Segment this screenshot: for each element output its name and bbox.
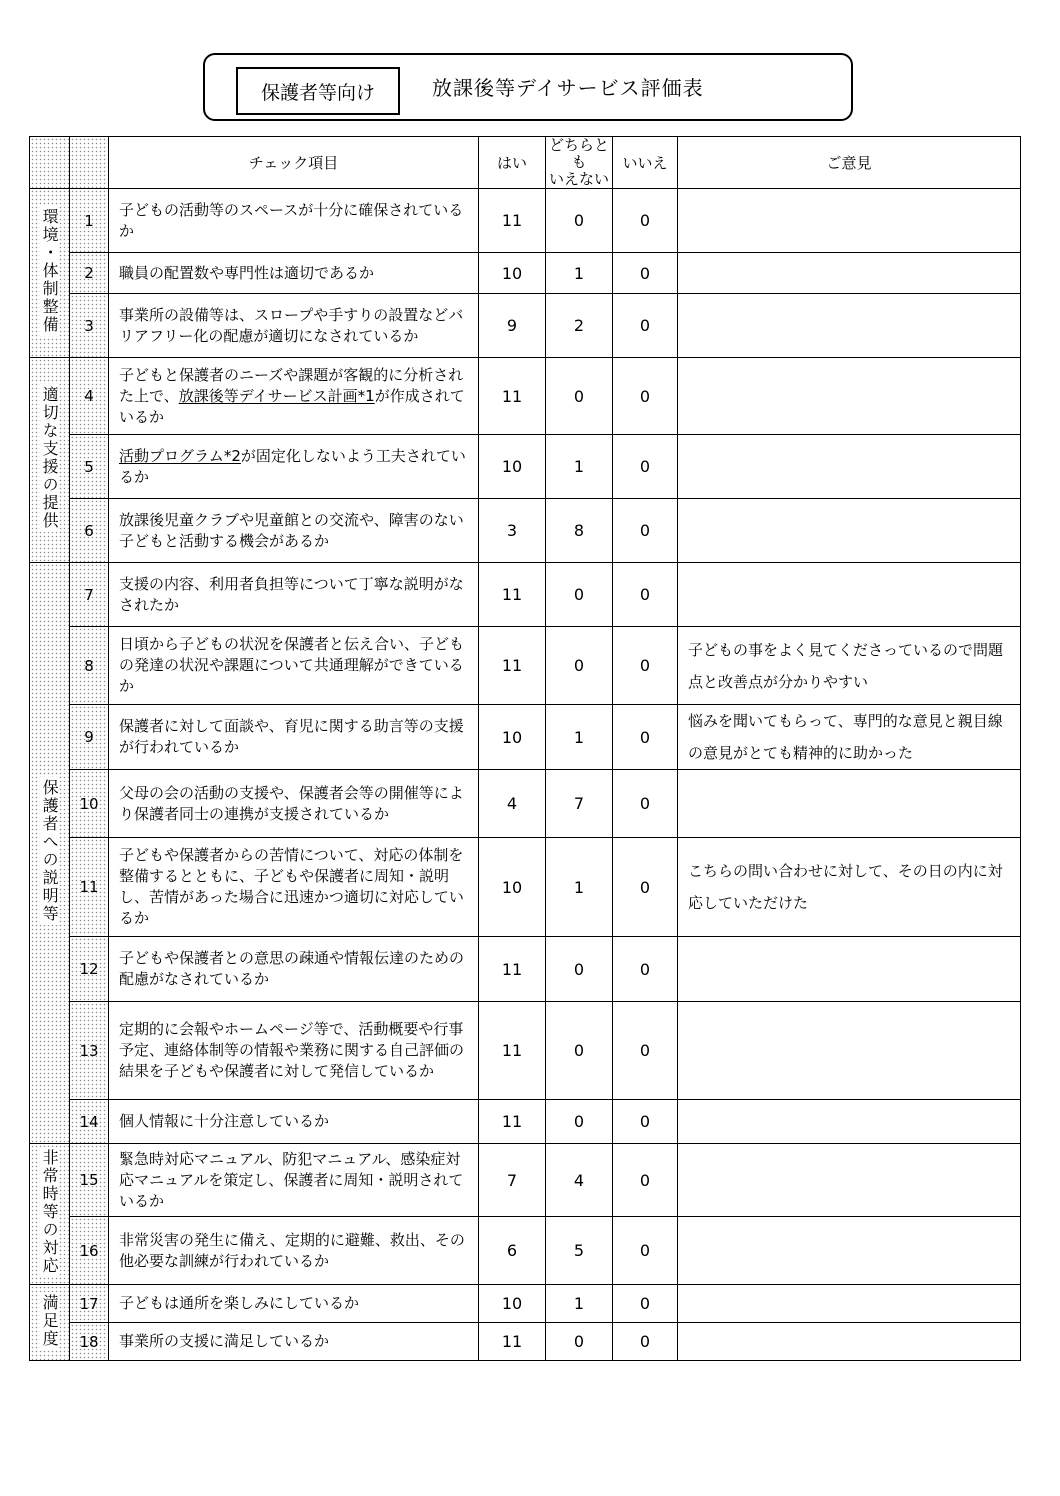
check-item-underlined-term: 放課後等デイサービス計画*1 — [178, 386, 375, 405]
yes-count: 9 — [479, 294, 546, 358]
category-label: 適切な支援の提供 — [40, 386, 60, 530]
check-item-cell — [109, 1002, 479, 1100]
no-count: 0 — [613, 499, 678, 563]
table-row — [30, 770, 1021, 838]
table-body — [30, 189, 1021, 1361]
no-count: 0 — [613, 563, 678, 627]
check-item-cell — [109, 358, 479, 435]
no-count: 0 — [613, 189, 678, 253]
yes-count: 10 — [479, 838, 546, 937]
neither-count: 4 — [546, 1144, 613, 1217]
check-item-text: 保護者に対して面談や、育児に関する助言等の支援が行われているか — [119, 717, 464, 756]
column-header-item: チェック項目 — [109, 137, 479, 189]
check-item-cell — [109, 1100, 479, 1144]
check-item-text: が作成されているか — [119, 386, 465, 426]
table-row — [30, 294, 1021, 358]
no-count: 0 — [613, 705, 678, 770]
audience-label: 保護者等向け — [236, 67, 400, 115]
opinion-cell — [678, 189, 1021, 253]
check-item-text: 事業所の支援に満足しているか — [119, 1332, 330, 1350]
check-item-cell — [109, 563, 479, 627]
check-item-cell — [109, 1285, 479, 1323]
neither-count: 0 — [546, 627, 613, 705]
table-row — [30, 253, 1021, 294]
row-number: 6 — [70, 499, 109, 563]
table-row — [30, 627, 1021, 705]
check-item-text: 緊急時対応マニュアル、防犯マニュアル、感染症対応マニュアルを策定し、保護者に周知・説明されているか — [119, 1149, 464, 1210]
table-row — [30, 1323, 1021, 1361]
table-row — [30, 1217, 1021, 1285]
neither-count: 0 — [546, 1100, 613, 1144]
category-cell — [30, 189, 70, 358]
table-row — [30, 435, 1021, 499]
page-title: 放課後等デイサービス評価表 — [432, 76, 704, 100]
check-item-cell — [109, 499, 479, 563]
yes-count: 10 — [479, 253, 546, 294]
table-row — [30, 189, 1021, 253]
yes-count: 10 — [479, 1285, 546, 1323]
check-item-cell — [109, 838, 479, 937]
column-header-opinion: ご意見 — [678, 137, 1021, 189]
row-number: 4 — [70, 358, 109, 435]
category-cell — [30, 1285, 70, 1361]
no-count: 0 — [613, 1144, 678, 1217]
table-row — [30, 499, 1021, 563]
row-number: 2 — [70, 253, 109, 294]
row-number: 18 — [70, 1323, 109, 1361]
yes-count: 11 — [479, 1002, 546, 1100]
no-count: 0 — [613, 1285, 678, 1323]
table-row — [30, 358, 1021, 435]
header-category-cell — [30, 137, 70, 189]
table-row — [30, 937, 1021, 1002]
table-row — [30, 705, 1021, 770]
category-label: 満足度 — [40, 1293, 60, 1348]
row-number: 7 — [70, 563, 109, 627]
yes-count: 11 — [479, 1323, 546, 1361]
no-count: 0 — [613, 358, 678, 435]
opinion-cell — [678, 499, 1021, 563]
row-number: 3 — [70, 294, 109, 358]
check-item-text: 日頃から子どもの状況を保護者と伝え合い、子どもの発達の状況や課題について共通理解ができているか — [119, 635, 465, 695]
check-item-text: 放課後児童クラブや児童館との交流や、障害のない子どもと活動する機会があるか — [119, 510, 464, 550]
check-item-cell — [109, 253, 479, 294]
yes-count: 11 — [479, 627, 546, 705]
row-number: 12 — [70, 937, 109, 1002]
no-count: 0 — [613, 1002, 678, 1100]
category-cell — [30, 358, 70, 563]
check-item-text: 子どもや保護者との意思の疎通や情報伝達のための配慮がなされているか — [119, 949, 465, 988]
opinion-cell — [678, 1217, 1021, 1285]
table-row — [30, 1002, 1021, 1100]
neither-count: 1 — [546, 838, 613, 937]
row-number: 8 — [70, 627, 109, 705]
yes-count: 6 — [479, 1217, 546, 1285]
opinion-cell — [678, 1100, 1021, 1144]
check-item-text: 職員の配置数や専門性は適切であるか — [119, 263, 375, 282]
no-count: 0 — [613, 838, 678, 937]
no-count: 0 — [613, 435, 678, 499]
neither-count: 7 — [546, 770, 613, 838]
no-count: 0 — [613, 627, 678, 705]
table-row — [30, 1100, 1021, 1144]
yes-count: 11 — [479, 563, 546, 627]
yes-count: 3 — [479, 499, 546, 563]
neither-count: 0 — [546, 358, 613, 435]
row-number: 14 — [70, 1100, 109, 1144]
check-item-cell — [109, 937, 479, 1002]
table-row — [30, 1285, 1021, 1323]
opinion-cell — [678, 1002, 1021, 1100]
check-item-cell — [109, 705, 479, 770]
opinion-cell — [678, 1285, 1021, 1323]
check-item-cell — [109, 627, 479, 705]
no-count: 0 — [613, 770, 678, 838]
opinion-cell — [678, 294, 1021, 358]
check-item-text: が固定化しないよう工夫されているか — [119, 446, 466, 486]
opinion-cell — [678, 1144, 1021, 1217]
category-label: 非常時等の対応 — [40, 1149, 60, 1275]
neither-count: 1 — [546, 253, 613, 294]
neither-line2: いえない — [548, 170, 609, 188]
yes-count: 7 — [479, 1144, 546, 1217]
yes-count: 11 — [479, 1100, 546, 1144]
neither-count: 0 — [546, 1002, 613, 1100]
category-label: 保護者への説明等 — [40, 779, 60, 923]
table-row — [30, 1144, 1021, 1217]
no-count: 0 — [613, 1217, 678, 1285]
check-item-text: 子どもは通所を楽しみにしているか — [119, 1294, 360, 1312]
check-item-text: 定期的に会報やホームページ等で、活動概要や行事予定、連絡体制等の情報や業務に関する自己評価の結果を子どもや保護者に対して発信しているか — [119, 1020, 465, 1080]
check-item-text: 父母の会の活動の支援や、保護者会等の開催等により保護者同士の連携が支援されているか — [119, 783, 464, 823]
neither-count: 0 — [546, 189, 613, 253]
check-item-text: 個人情報に十分注意しているか — [119, 1112, 330, 1130]
column-header-neither — [546, 137, 613, 189]
check-item-cell — [109, 435, 479, 499]
check-item-underlined-term: 活動プログラム*2 — [119, 446, 241, 465]
no-count: 0 — [613, 937, 678, 1002]
row-number: 15 — [70, 1144, 109, 1217]
yes-count: 11 — [479, 358, 546, 435]
row-number: 1 — [70, 189, 109, 253]
check-item-cell — [109, 1217, 479, 1285]
neither-count: 8 — [546, 499, 613, 563]
neither-count: 1 — [546, 435, 613, 499]
opinion-cell — [678, 435, 1021, 499]
yes-count: 11 — [479, 937, 546, 1002]
neither-count: 5 — [546, 1217, 613, 1285]
check-item-text: 子どもや保護者からの苦情について、対応の体制を整備するとともに、子どもや保護者に周知・説明し、苦情があった場合に迅速かつ適切に対応しているか — [119, 846, 464, 927]
opinion-cell — [678, 358, 1021, 435]
neither-count: 0 — [546, 1323, 613, 1361]
row-number: 10 — [70, 770, 109, 838]
column-header-no: いいえ — [613, 137, 678, 189]
check-item-text: 子どもと保護者のニーズや課題が客観的に分析された上で、 — [119, 365, 464, 405]
opinion-cell: 悩みを聞いてもらって、専門的な意見と親目線の意見がとても精神的に助かった — [678, 705, 1021, 770]
check-item-text: 非常災害の発生に備え、定期的に避難、救出、その他必要な訓練が行われているか — [119, 1230, 465, 1270]
check-item-text: 事業所の設備等は、スロープや手すりの設置などバリアフリー化の配慮が適切になされているか — [119, 305, 464, 345]
neither-count: 2 — [546, 294, 613, 358]
category-cell — [30, 1144, 70, 1285]
neither-count: 0 — [546, 563, 613, 627]
check-item-cell — [109, 770, 479, 838]
opinion-cell: 子どもの事をよく見てくださっているので問題点と改善点が分かりやすい — [678, 627, 1021, 705]
opinion-cell — [678, 563, 1021, 627]
check-item-cell — [109, 189, 479, 253]
category-label: 環境・体制整備 — [40, 208, 60, 334]
no-count: 0 — [613, 294, 678, 358]
header-row — [30, 137, 1021, 189]
opinion-cell — [678, 1323, 1021, 1361]
check-item-text: 子どもの活動等のスペースが十分に確保されているか — [119, 200, 464, 240]
yes-count: 11 — [479, 189, 546, 253]
yes-count: 4 — [479, 770, 546, 838]
opinion-cell: こちらの問い合わせに対して、その日の内に対応していただけた — [678, 838, 1021, 937]
evaluation-table — [29, 136, 1021, 1361]
header-number-cell — [70, 137, 109, 189]
category-cell — [30, 563, 70, 1144]
table-row — [30, 563, 1021, 627]
column-header-yes: はい — [479, 137, 546, 189]
neither-count: 1 — [546, 1285, 613, 1323]
check-item-text: 支援の内容、利用者負担等について丁寧な説明がなされたか — [119, 574, 464, 614]
neither-count: 1 — [546, 705, 613, 770]
row-number: 13 — [70, 1002, 109, 1100]
opinion-cell — [678, 253, 1021, 294]
row-number: 16 — [70, 1217, 109, 1285]
no-count: 0 — [613, 1323, 678, 1361]
check-item-cell — [109, 294, 479, 358]
row-number: 11 — [70, 838, 109, 937]
yes-count: 10 — [479, 705, 546, 770]
opinion-cell — [678, 770, 1021, 838]
opinion-cell — [678, 937, 1021, 1002]
check-item-cell — [109, 1323, 479, 1361]
neither-line1: どちらとも — [548, 136, 609, 171]
row-number: 9 — [70, 705, 109, 770]
check-item-cell — [109, 1144, 479, 1217]
neither-count: 0 — [546, 937, 613, 1002]
no-count: 0 — [613, 1100, 678, 1144]
row-number: 5 — [70, 435, 109, 499]
row-number: 17 — [70, 1285, 109, 1323]
no-count: 0 — [613, 253, 678, 294]
table-row — [30, 838, 1021, 937]
yes-count: 10 — [479, 435, 546, 499]
